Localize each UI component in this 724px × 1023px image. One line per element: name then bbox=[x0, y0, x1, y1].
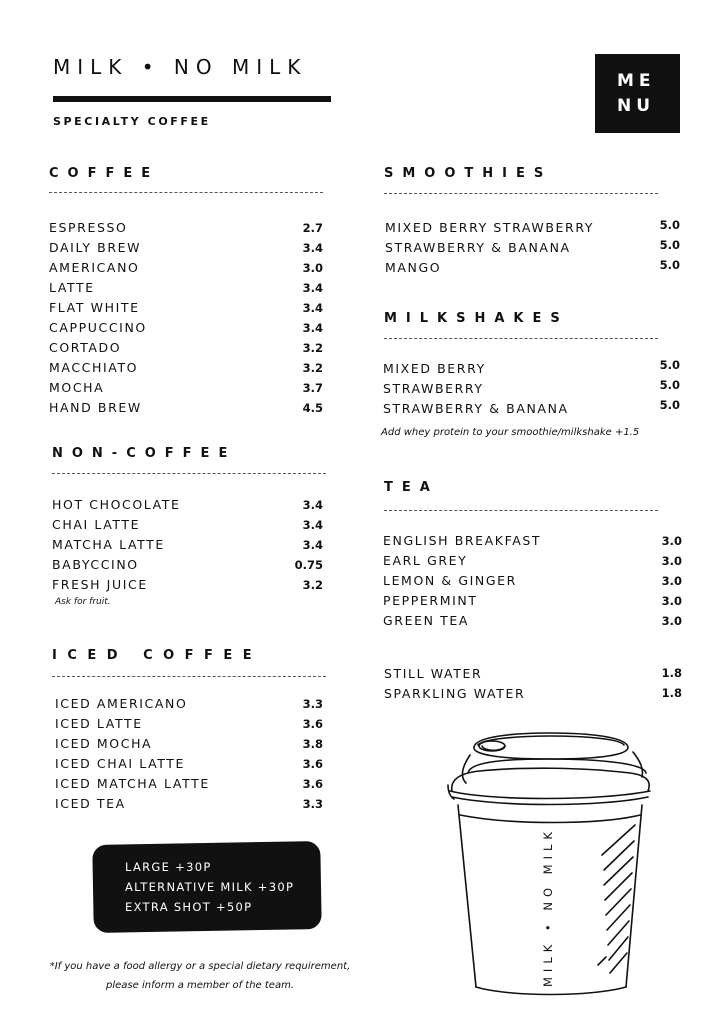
menu-item-price: 5.0 bbox=[659, 378, 680, 392]
extras-line: ALTERNATIVE MILK +30P bbox=[125, 880, 295, 894]
menu-item-name: STRAWBERRY & BANANA bbox=[383, 401, 569, 416]
menu-item-price: 3.4 bbox=[302, 518, 323, 532]
menu-item-price: 5.0 bbox=[659, 258, 680, 272]
menu-item-price: 3.0 bbox=[661, 574, 682, 588]
menu-item-price: 3.2 bbox=[302, 341, 323, 355]
menu-item-price: 3.6 bbox=[302, 757, 323, 771]
tagline: SPECIALTY COFFEE bbox=[53, 115, 211, 128]
menu-item-price: 3.3 bbox=[302, 797, 323, 811]
menu-item-price: 3.0 bbox=[661, 534, 682, 548]
menu-item-name: CAPPUCCINO bbox=[49, 320, 147, 335]
menu-item-name: STRAWBERRY bbox=[383, 381, 484, 396]
menu-item-price: 3.8 bbox=[302, 737, 323, 751]
menu-item-name: DAILY BREW bbox=[49, 240, 142, 255]
menu-item-name: STILL WATER bbox=[384, 666, 483, 681]
allergy-note bbox=[30, 957, 370, 995]
menu-item-name: CORTADO bbox=[49, 340, 122, 355]
menu-item-name: EARL GREY bbox=[383, 553, 468, 568]
divider bbox=[52, 676, 326, 677]
section-title-milkshakes: MILKSHAKES bbox=[384, 311, 569, 326]
menu-item-name: MIXED BERRY bbox=[383, 361, 486, 376]
menu-item-name: HAND BREW bbox=[49, 400, 142, 415]
menu-item-name: HOT CHOCOLATE bbox=[52, 497, 181, 512]
section-title-non-coffee: NON-COFFEE bbox=[52, 446, 237, 461]
menu-item-price: 1.8 bbox=[661, 686, 682, 700]
divider bbox=[49, 192, 323, 193]
divider bbox=[384, 338, 658, 339]
menu-item-name: ICED MATCHA LATTE bbox=[55, 776, 210, 791]
menu-item-name: AMERICANO bbox=[49, 260, 140, 275]
menu-item-name: FLAT WHITE bbox=[49, 300, 140, 315]
menu-item-price: 3.4 bbox=[302, 538, 323, 552]
menu-item-name: LATTE bbox=[49, 280, 95, 295]
menu-item-name: MIXED BERRY STRAWBERRY bbox=[385, 220, 595, 235]
menu-item-name: MACCHIATO bbox=[49, 360, 139, 375]
menu-item-name: SPARKLING WATER bbox=[384, 686, 526, 701]
menu-item-name: ICED TEA bbox=[55, 796, 126, 811]
allergy-note-line1: *If you have a food allergy or a special dietary requirement, bbox=[49, 961, 351, 972]
menu-item-name: FRESH JUICE bbox=[52, 577, 148, 592]
menu-item-price: 3.0 bbox=[661, 614, 682, 628]
extras-line: EXTRA SHOT +50P bbox=[125, 900, 253, 914]
menu-item-price: 1.8 bbox=[661, 666, 682, 680]
menu-item-price: 3.4 bbox=[302, 301, 323, 315]
menu-item-name: ICED MOCHA bbox=[55, 736, 153, 751]
section-title-iced-coffee: ICED COFFEE bbox=[52, 648, 263, 663]
menu-item-price: 4.5 bbox=[302, 401, 323, 415]
menu-item-price: 3.0 bbox=[302, 261, 323, 275]
menu-item-price: 3.4 bbox=[302, 281, 323, 295]
brand-name: MILK • NO MILK bbox=[53, 55, 308, 79]
cup-label: MILK • NO MILK bbox=[541, 827, 555, 987]
menu-item-name: CHAI LATTE bbox=[52, 517, 141, 532]
menu-item-name: LEMON & GINGER bbox=[383, 573, 517, 588]
brand-underline bbox=[53, 96, 331, 102]
menu-item-name: ICED LATTE bbox=[55, 716, 143, 731]
menu-item-name: PEPPERMINT bbox=[383, 593, 478, 608]
menu-item-price: 2.7 bbox=[302, 221, 323, 235]
menu-item-name: ICED AMERICANO bbox=[55, 696, 188, 711]
menu-item-price: 5.0 bbox=[659, 358, 680, 372]
section-title-tea: TEA bbox=[384, 480, 439, 495]
menu-item-price: 5.0 bbox=[659, 218, 680, 232]
menu-item-name: MOCHA bbox=[49, 380, 105, 395]
extras-line: LARGE +30P bbox=[125, 860, 212, 874]
menu-item-price: 3.0 bbox=[661, 554, 682, 568]
menu-item-price: 3.3 bbox=[302, 697, 323, 711]
menu-item-name: ENGLISH BREAKFAST bbox=[383, 533, 542, 548]
menu-item-price: 3.2 bbox=[302, 578, 323, 592]
menu-item-price: 3.6 bbox=[302, 717, 323, 731]
coffee-cup-icon bbox=[430, 725, 660, 1005]
menu-item-price: 3.2 bbox=[302, 361, 323, 375]
menu-item-price: 3.7 bbox=[302, 381, 323, 395]
menu-item-price: 3.4 bbox=[302, 498, 323, 512]
menu-item-name: MANGO bbox=[385, 260, 442, 275]
menu-item-price: 3.4 bbox=[302, 241, 323, 255]
divider bbox=[52, 473, 326, 474]
allergy-note-line2: please inform a member of the team. bbox=[106, 980, 294, 991]
menu-item-price: 3.0 bbox=[661, 594, 682, 608]
menu-item-name: ICED CHAI LATTE bbox=[55, 756, 186, 771]
menu-item-price: 3.6 bbox=[302, 777, 323, 791]
divider bbox=[384, 193, 658, 194]
menu-badge-line2: NU bbox=[617, 95, 656, 116]
menu-badge-line1: ME bbox=[617, 70, 656, 91]
protein-addon-note: Add whey protein to your smoothie/milkshake +1.5 bbox=[381, 427, 640, 438]
menu-item-price: 3.4 bbox=[302, 321, 323, 335]
section-title-smoothies: SMOOTHIES bbox=[384, 166, 553, 181]
menu-badge bbox=[595, 54, 680, 133]
section-title-coffee: COFFEE bbox=[49, 166, 160, 181]
menu-item-name: STRAWBERRY & BANANA bbox=[385, 240, 571, 255]
menu-item-name: MATCHA LATTE bbox=[52, 537, 165, 552]
menu-item-price: 0.75 bbox=[294, 558, 323, 572]
menu-item-price: 5.0 bbox=[659, 398, 680, 412]
menu-item-name: ESPRESSO bbox=[49, 220, 128, 235]
divider bbox=[384, 510, 658, 511]
menu-item-name: GREEN TEA bbox=[383, 613, 469, 628]
fruit-note: Ask for fruit. bbox=[55, 597, 111, 607]
menu-item-name: BABYCCINO bbox=[52, 557, 139, 572]
menu-item-price: 5.0 bbox=[659, 238, 680, 252]
